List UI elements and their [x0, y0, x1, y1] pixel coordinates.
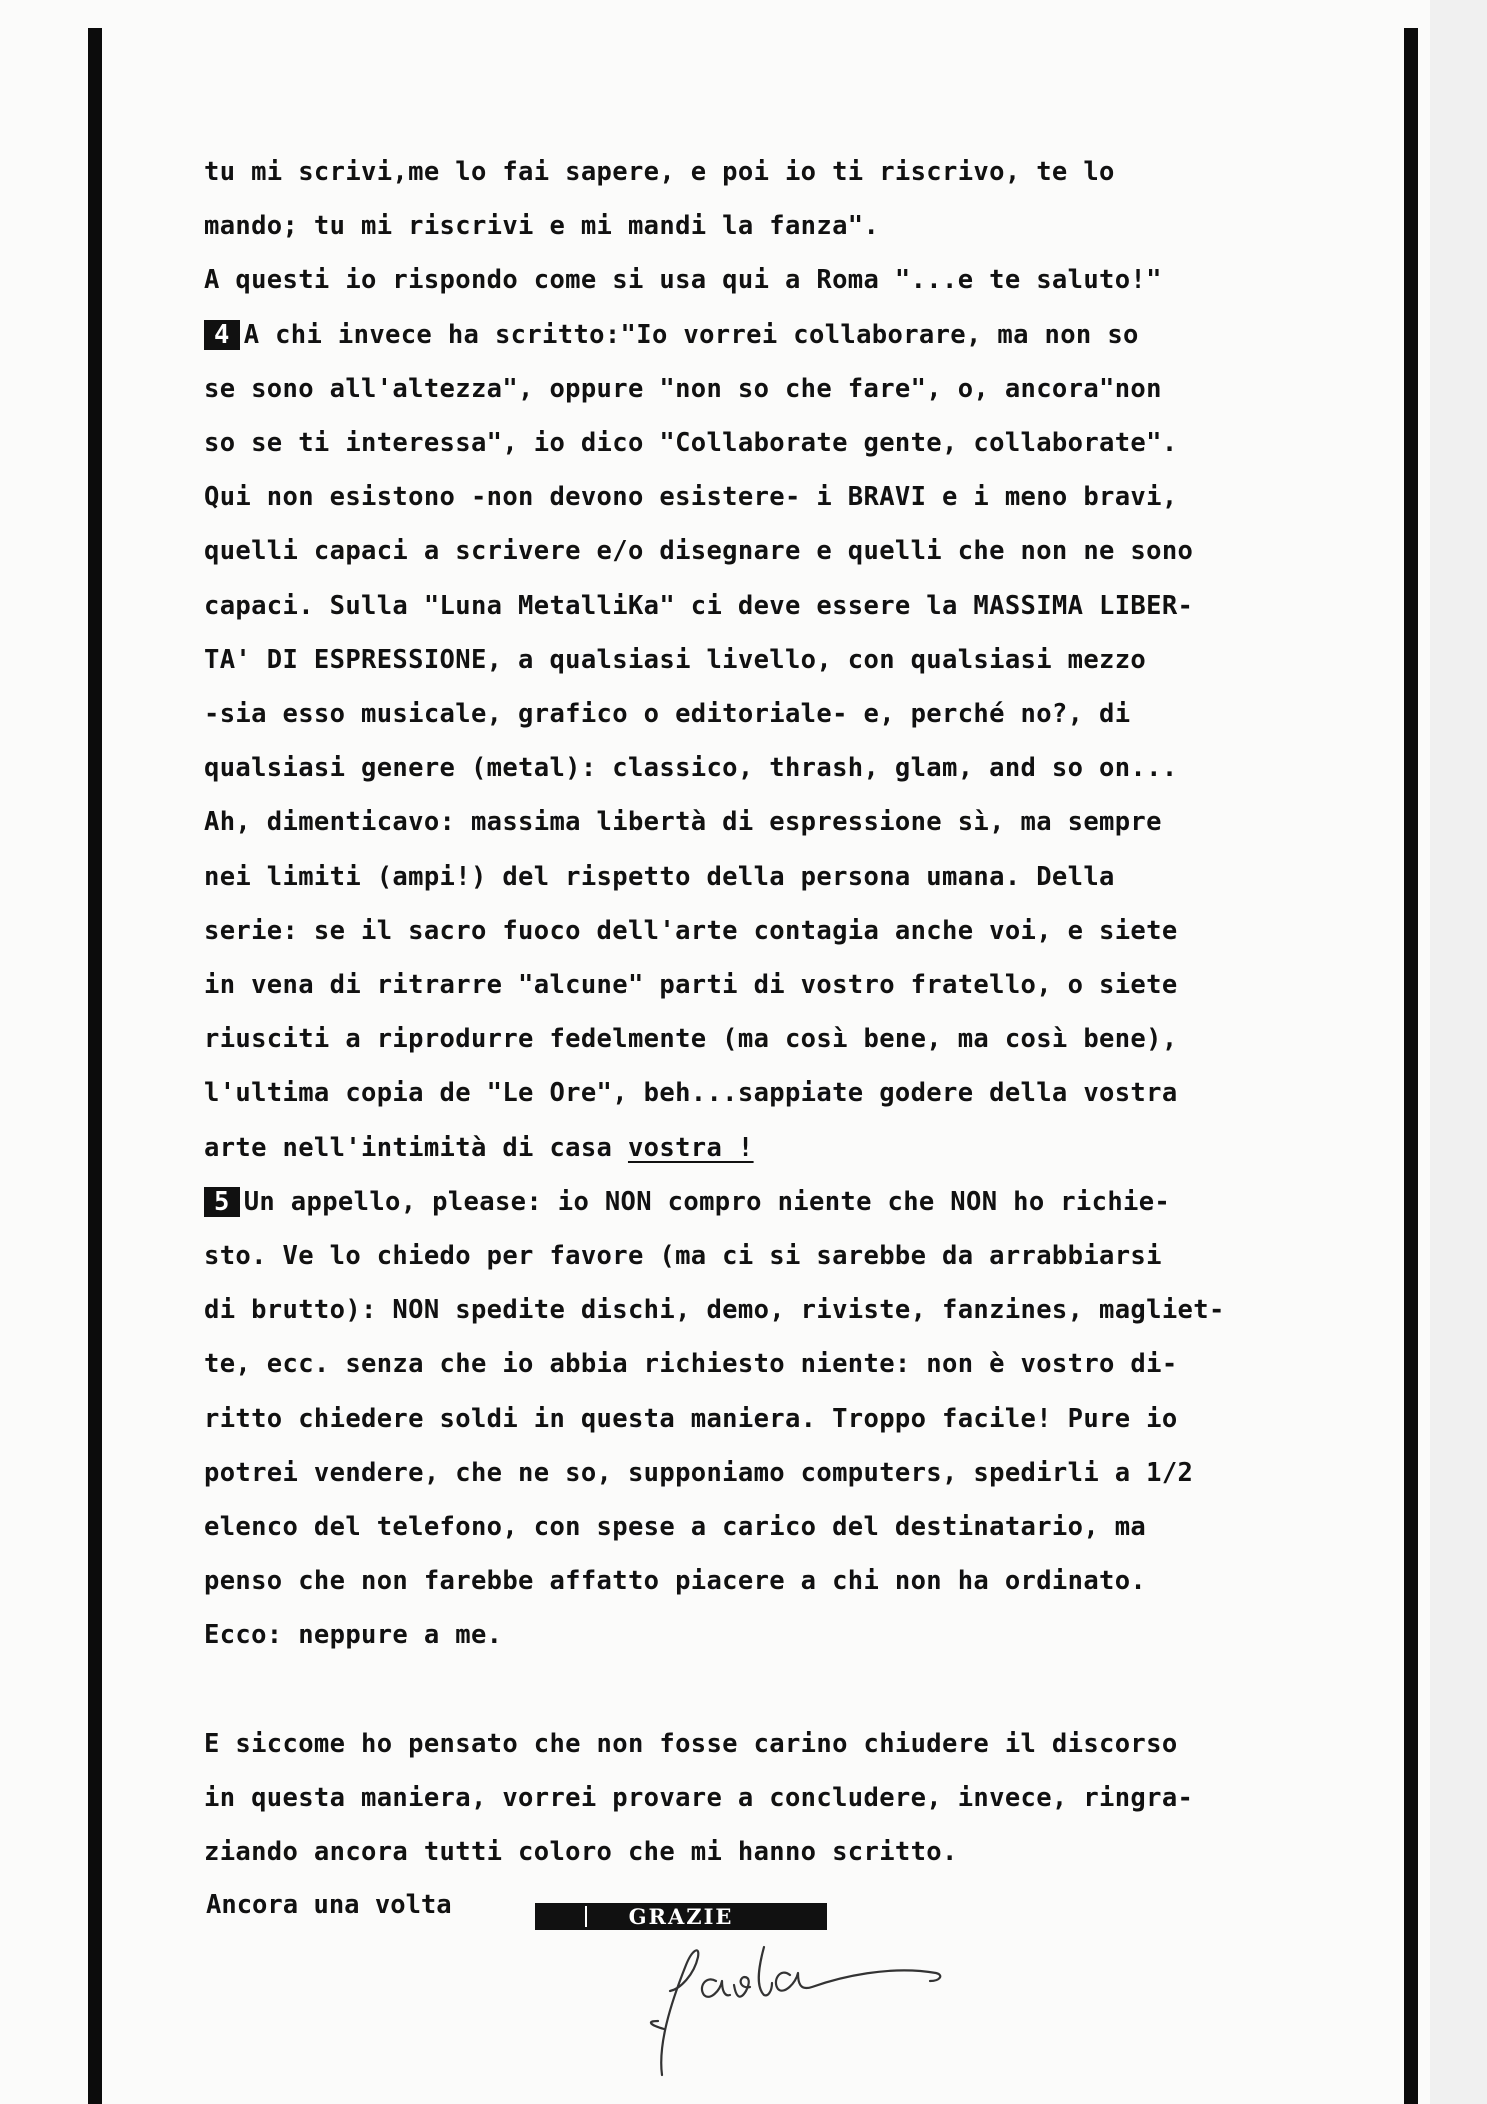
page-edge-shadow — [1430, 0, 1487, 2104]
point-number-badge: 4 — [204, 320, 240, 350]
text-line: mando; tu mi riscrivi e mi mandi la fanza". — [204, 211, 880, 242]
handwritten-signature — [640, 1925, 960, 2085]
text-fragment: arte nell'intimità di casa — [204, 1132, 628, 1163]
text-line: elenco del telefono, con spese a carico del destinatario, ma — [204, 1512, 1147, 1543]
text-line: A questi io rispondo come si usa qui a Roma "...e te saluto!" — [204, 265, 1162, 296]
text-line: TA' DI ESPRESSIONE, a qualsiasi livello, con qualsiasi mezzo — [204, 644, 1147, 675]
point-number-badge: 5 — [204, 1187, 240, 1217]
text-line: riusciti a riprodurre fedelmente (ma così bene, ma così bene), — [204, 1024, 1178, 1055]
text-line: quelli capaci a scrivere e/o disegnare e quelli che non ne sono — [204, 536, 1194, 567]
point-4-line — [204, 308, 1374, 362]
underlined-text: vostra ! — [627, 1132, 754, 1163]
text-line: Ah, dimenticavo: massima libertà di espressione sì, ma sempre — [204, 807, 1162, 838]
banner-tick — [585, 1906, 587, 1927]
text-line: E siccome ho pensato che non fosse carino chiudere il discorso — [204, 1728, 1178, 1759]
left-binding-bar — [88, 28, 102, 2104]
text-line: te, ecc. senza che io abbia richiesto niente: non è vostro di- — [204, 1349, 1178, 1380]
text-line: ritto chiedere soldi in questa maniera. Troppo facile! Pure io — [204, 1403, 1178, 1434]
text-line: potrei vendere, che ne so, supponiamo computers, spedirli a 1/2 — [204, 1457, 1194, 1488]
text-line: Qui non esistono -non devono esistere- i BRAVI e i meno bravi, — [204, 482, 1178, 513]
text-line: l'ultima copia de "Le Ore", beh...sappiate godere della vostra — [204, 1078, 1178, 1109]
text-line: penso che non farebbe affatto piacere a chi non ha ordinato. — [204, 1566, 1147, 1597]
grazie-label: GRAZIE — [628, 1904, 734, 1929]
text-line: serie: se il sacro fuoco dell'arte contagia anche voi, e siete — [204, 915, 1178, 946]
text-line: qualsiasi genere (metal): classico, thrash, glam, and so on... — [204, 753, 1178, 784]
text-line — [204, 1121, 1374, 1175]
text-line: in vena di ritrarre "alcune" parti di vostro fratello, o siete — [204, 970, 1178, 1001]
text-line: Ecco: neppure a me. — [204, 1620, 503, 1651]
text-line: so se ti interessa", io dico "Collaborate gente, collaborate". — [204, 428, 1178, 459]
text-line: se sono all'altezza", oppure "non so che fare", o, ancora"non — [204, 373, 1162, 404]
closing-text: Ancora una volta — [206, 1890, 452, 1920]
body-text — [204, 145, 1374, 1879]
text-line: di brutto): NON spedite dischi, demo, riviste, fanzines, magliet- — [204, 1295, 1225, 1326]
text-line: in questa maniera, vorrei provare a concludere, invece, ringra- — [204, 1782, 1194, 1813]
point-5-line — [204, 1175, 1374, 1229]
paragraph-gap — [204, 1663, 1374, 1717]
text-line: Un appello, please: io NON compro niente che NON ho richie- — [243, 1186, 1171, 1217]
text-line: capaci. Sulla "Luna MetalliKa" ci deve essere la MASSIMA LIBER- — [204, 590, 1194, 621]
text-line: ziando ancora tutti coloro che mi hanno scritto. — [204, 1837, 958, 1868]
text-line: sto. Ve lo chiedo per favore (ma ci si sarebbe da arrabbiarsi — [204, 1241, 1162, 1272]
text-line: tu mi scrivi,me lo fai sapere, e poi io ti riscrivo, te lo — [204, 157, 1115, 187]
text-line: A chi invece ha scritto:"Io vorrei collaborare, ma non so — [243, 319, 1139, 350]
text-line: -sia esso musicale, grafico o editoriale- e, perché no?, di — [204, 699, 1131, 730]
right-binding-bar — [1404, 28, 1418, 2104]
text-line: nei limiti (ampi!) del rispetto della persona umana. Della — [204, 861, 1115, 892]
